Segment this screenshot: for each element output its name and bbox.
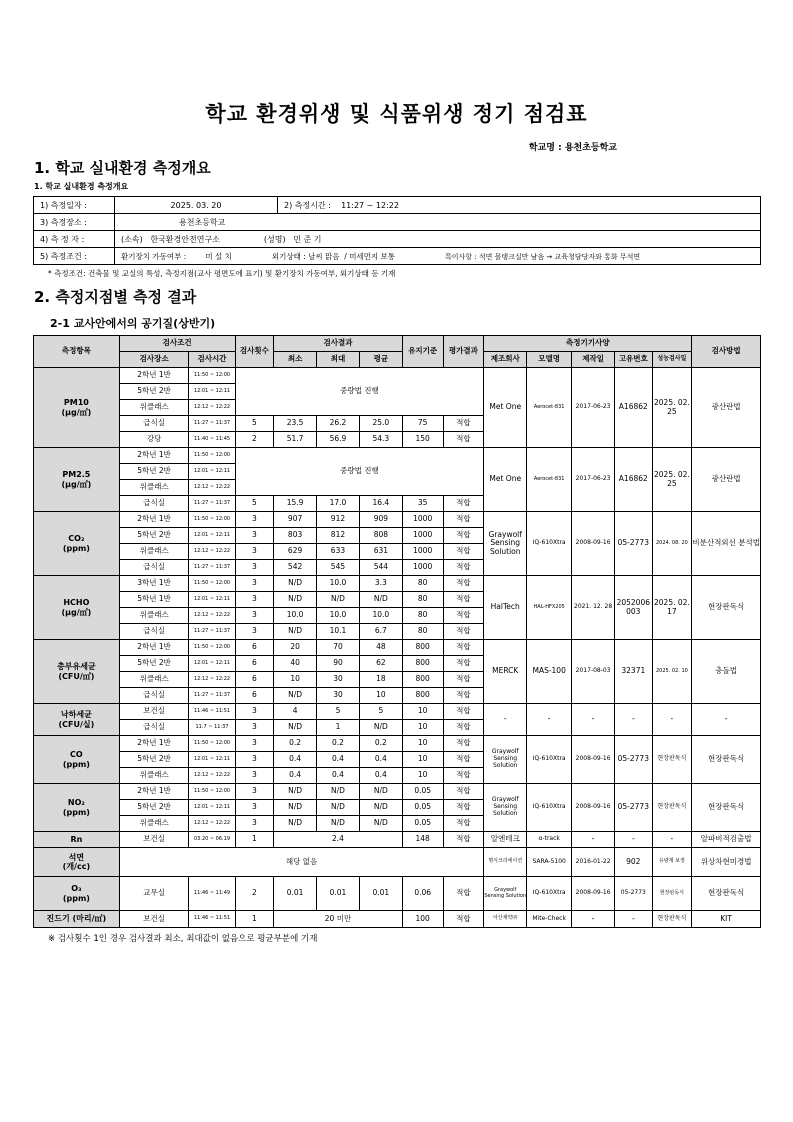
header-place: 검사장소 [119,352,189,368]
item-hcho: HCHO (μg/㎥) [34,576,120,640]
item-pm25: PM2.5 (μg/㎥) [34,448,120,512]
table-row: 위클래스 12:12 ~ 12:22 [34,400,761,416]
item-asbestos: 석면 (개/cc) [34,848,120,877]
table-row: 위클래스 12:12 ~ 12:22 6 10 30 18 800 적합 [34,672,761,688]
table-row: CO₂ (ppm) 2학년 1반 11:50 ~ 12:00 3 907 912 909 1000 적합 Graywolf Sensing Solution IQ-610Xtra 2008-09-16 05-2773 2024. 08. 20 비분산적외선 분석법 [34,512,761,528]
pm25-merged: 중량법 진행 [235,448,484,496]
header-model: 모델명 [527,352,572,368]
table-row: 위클래스 12:12 ~ 12:22 [34,480,761,496]
table-row: 5학년 2반 12:01 ~ 12:11 3 N/D N/D N/D 0.05 적합 [34,800,761,816]
section2-subtitle: 2-1 교사안에서의 공기질(상반기) [50,317,216,330]
pm10-merged: 중량법 진행 [235,368,484,416]
table-row: 5학년 2반 12:01 ~ 12:11 [34,384,761,400]
table-row: HCHO (μg/㎥) 3학년 1반 11:50 ~ 12:00 3 N/D 10.0 3.3 80 적합 HalTech HAL-HFX205 2021. 12. 28 2052006003 2025. 02. 17 현장판독식 [34,576,761,592]
asbestos-merged: 해당 없음 [119,848,484,877]
date-value: 2025. 03. 20 [115,197,278,214]
table-row: 급식실 11:27 ~ 11:37 5 23.5 26.2 25.0 75 적합 [34,416,761,432]
item-mite: 진드기 (마리/㎡) [34,911,120,928]
table-row: 급식실 11:27 ~ 11:37 3 542 545 544 1000 적합 [34,560,761,576]
header-min: 최소 [274,352,317,368]
table-row: Rn 보건실 03.20 ~ 06.19 1 2.4 148 적합 알엔테크 α-track - - - 알파비적검출법 [34,832,761,848]
table-row: 낙하세균 (CFU/실) 보건실 11:46 ~ 11:51 3 4 5 5 10 적합 - - - - - - [34,704,761,720]
table-row: 위클래스 12:12 ~ 12:22 3 N/D N/D N/D 0.05 적합 [34,816,761,832]
header-avg: 평균 [359,352,402,368]
section2-title: 2. 측정지점별 측정 결과 [34,288,197,306]
table-row: 5학년 1반 12:01 ~ 12:11 3 N/D N/D N/D 80 적합 [34,592,761,608]
header-eval: 평가결과 [443,336,484,368]
section1-subtitle: 1. 학교 실내환경 측정개요 [34,182,129,191]
org-value: 한국환경안전연구소 [150,234,220,244]
person-label: 4) 측 정 자 : [34,231,115,248]
cond-label: 5) 측정조건 : [34,248,115,265]
name-label: (성명) [263,234,286,244]
table-row: O₃ (ppm) 교무실 11:46 ~ 11:49 2 0.01 0.01 0.01 0.06 적합 Graywolf Sensing Solution IQ-610Xtra 2008-09-16 05-2773 현장판독식 현장판독식 [34,877,761,911]
document-title: 학교 환경위생 및 식품위생 정기 점검표 [205,102,588,126]
overview-table [33,196,761,265]
table-row: 급식실 11:27 ~ 11:37 5 15.9 17.0 16.4 35 적합 [34,496,761,512]
school-name: 학교명 : 용천초등학교 [528,143,617,153]
header-time: 검사시간 [189,352,235,368]
place-cell [115,214,761,231]
person-cell [115,231,761,248]
vent-value: 미 설 치 [205,251,232,261]
header-maker: 제조회사 [484,352,527,368]
item-co: CO (ppm) [34,736,120,784]
table-row: 급식실 11:7 ~ 11:37 3 N/D 1 N/D 10 적합 [34,720,761,736]
item-falling-bacteria: 낙하세균 (CFU/실) [34,704,120,736]
header-result: 검사결과 [274,336,403,352]
name-value: 민 준 기 [293,234,322,244]
special-note: 특이사항 : 석면 몰탱크실만 남음 → 교육청담당자와 통화 무석면 [445,252,641,261]
time-value: 11:27 ~ 12:22 [341,200,399,210]
table-row: 5학년 2반 12:01 ~ 12:11 [34,464,761,480]
item-rn: Rn [34,832,120,848]
item-bacteria: 총부유세균 (CFU/㎥) [34,640,120,704]
header-std: 유지기준 [402,336,443,368]
table-row: PM10 (μg/㎥) 2학년 1반 11:50 ~ 12:00 중량법 진행 Met One Aerocet-831 2017-06-23 A16862 2025. 02. 25 광산란법 [34,368,761,384]
footnote: ※ 검사횟수 1인 경우 검사결과 최소, 최대값이 없음으로 평균부분에 기재 [48,934,318,944]
item-pm10: PM10 (μg/㎥) [34,368,120,448]
weather-text: 외기상태 : 날씨 맑음 [271,251,340,261]
table-row: 위클래스 12:12 ~ 12:22 3 10.0 10.0 10.0 80 적합 [34,608,761,624]
header-calib: 성능검사일 [652,352,692,368]
time-cell [278,197,761,214]
item-co2: CO₂ (ppm) [34,512,120,576]
time-label: 2) 측정시간 : [284,200,331,210]
table-row: 5학년 2반 12:01 ~ 12:11 3 0.4 0.4 0.4 10 적합 [34,752,761,768]
org-label: (소속) [121,234,143,244]
header-max: 최대 [317,352,360,368]
header-made: 제작일 [572,352,615,368]
table-row: 진드기 (마리/㎡) 보건실 11:46 ~ 11:51 1 20 미만 100 적합 아산제약㈜ Mite-Check - - 현장판독식 KIT [34,911,761,928]
section1-title: 1. 학교 실내환경 측정개요 [34,159,211,177]
place-label: 3) 측정장소 : [34,214,115,231]
item-no2: NO₂ (ppm) [34,784,120,832]
cond-cell [115,248,761,265]
table-row: NO₂ (ppm) 2학년 1반 11:50 ~ 12:00 3 N/D N/D N/D 0.05 적합 Graywolf Sensing Solution IQ-610Xtra 2008-09-16 05-2773 현장판독식 현장판독식 [34,784,761,800]
header-equip: 측정기기사양 [484,336,692,352]
header-cond: 검사조건 [119,336,235,352]
table-row: 강당 11:40 ~ 11:45 2 51.7 56.9 54.3 150 적합 [34,432,761,448]
header-item: 측정항목 [34,336,120,368]
measurement-table [33,335,761,928]
table-row: PM2.5 (μg/㎥) 2학년 1반 11:50 ~ 12:00 중량법 진행 Met One Aerocet-831 2017-06-23 A16862 2025. 02. 25 광산란법 [34,448,761,464]
header-serial: 고유번호 [615,352,653,368]
vent-label: 환기장치 가동여부 : [121,251,187,261]
table-row: CO (ppm) 2학년 1반 11:50 ~ 12:00 3 0.2 0.2 0.2 10 적합 Graywolf Sensing Solution IQ-610Xtra 2008-09-16 05-2773 현장판독식 현장판독식 [34,736,761,752]
table-row: 위클래스 12:12 ~ 12:22 3 0.4 0.4 0.4 10 적합 [34,768,761,784]
overview-note: * 측정조건: 건축물 및 교실의 특성, 측정지점(교사 평면도에 표기) 및 환기장치 가동여부, 외기상태 등 기재 [48,269,396,278]
table-row: 5학년 2반 12:01 ~ 12:11 6 40 90 62 800 적합 [34,656,761,672]
header-count: 검사횟수 [235,336,274,368]
table-row: 급식실 11:27 ~ 11:37 6 N/D 30 10 800 적합 [34,688,761,704]
table-row: 총부유세균 (CFU/㎥) 2학년 1반 11:50 ~ 12:00 6 20 70 48 800 적합 MERCK MAS-100 2017-08-03 32371 2025. 02. 10 충돌법 [34,640,761,656]
header-method: 검사방법 [692,336,761,368]
dust-text: / 미세먼지 보통 [344,251,396,261]
table-row: 위클래스 12:12 ~ 12:22 3 629 633 631 1000 적합 [34,544,761,560]
table-row: 석면 (개/cc) 해당 없음 명식크리에이션 SARA-5100 2016-01-22 902 유량계 보정 위상차현미경법 [34,848,761,877]
date-label: 1) 측정일자 : [34,197,115,214]
table-row: 급식실 11:27 ~ 11:37 3 N/D 10.1 6.7 80 적합 [34,624,761,640]
table-row: 5학년 2반 12:01 ~ 12:11 3 803 812 808 1000 적합 [34,528,761,544]
item-o3: O₃ (ppm) [34,877,120,911]
place-value: 용천초등학교 [179,217,226,227]
